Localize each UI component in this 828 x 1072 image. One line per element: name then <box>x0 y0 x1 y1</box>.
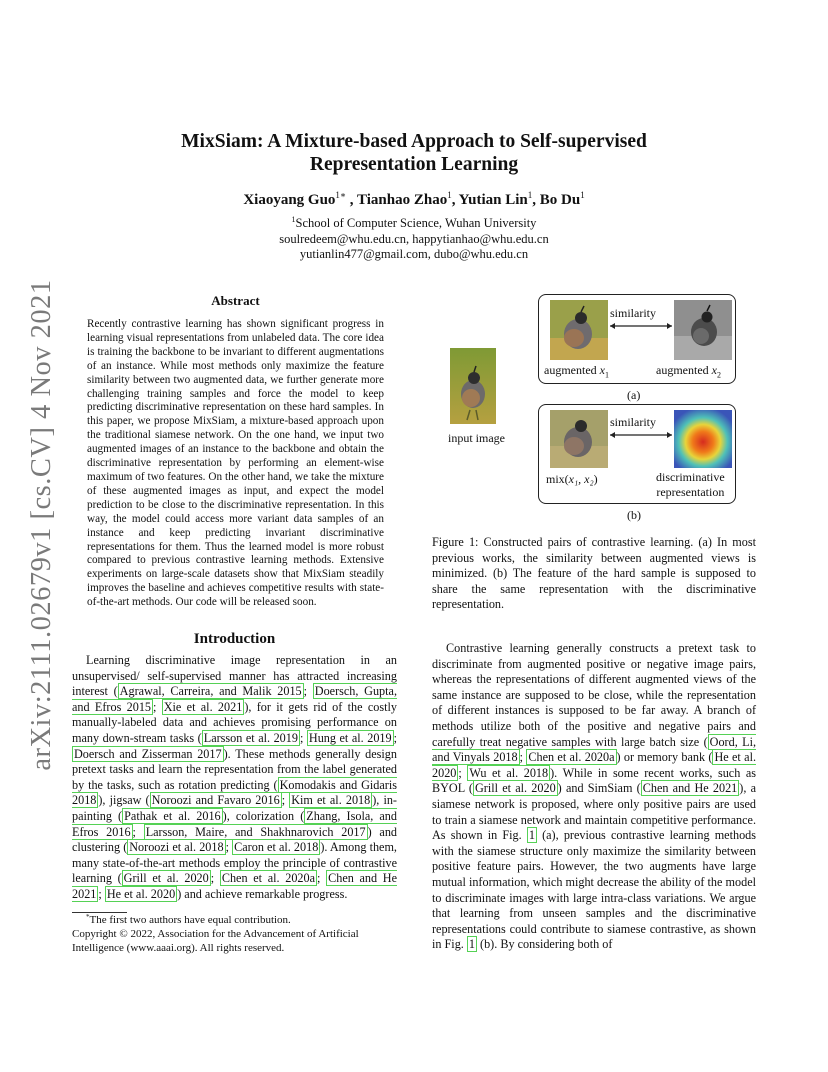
paragraph-text: ), a siamese network is proposed, where only positive pairs are used to train a siamese network and maintain competitive performance. As shown in Fig. <box>432 781 756 843</box>
paragraph-text: ) and achieve remarkable progress. <box>177 886 348 901</box>
augmented-x2-var: x <box>711 363 717 377</box>
author-name: Xiaoyang Guo <box>243 192 336 208</box>
mix-close: ) <box>593 472 598 486</box>
author-name: Yutian Lin <box>458 192 528 208</box>
arxiv-identifier: arXiv:2111.02679v1 [cs.CV] 4 Nov 2021 <box>26 279 57 771</box>
emails-line-2: yutianlin477@gmail.com, dubo@whu.edu.cn <box>299 247 529 261</box>
augmented-x2-text: augmented <box>656 363 712 377</box>
discriminative-representation-label <box>656 470 725 500</box>
augmented-x2-label <box>656 363 721 379</box>
emails-line-1: soulredeem@whu.edu.cn, happytianhao@whu.edu.cn <box>279 231 549 246</box>
augmented-x1-sub: 1 <box>604 370 609 380</box>
similarity-label-b: similarity <box>610 415 656 429</box>
paragraph-text: ; <box>519 750 527 765</box>
similarity-label-a: similarity <box>610 306 656 320</box>
affiliation-text: School of Computer Science, Wuhan University <box>295 216 537 230</box>
citation-link[interactable]: Oord, Li, and Vinyals 2018 <box>432 734 756 765</box>
footnote <box>86 913 406 926</box>
affiliation-block <box>0 212 828 263</box>
augmented-x1-label <box>544 363 609 379</box>
title-line-2: Representation Learning <box>309 154 519 175</box>
paragraph-text: ) and SimSiam ( <box>557 781 641 796</box>
input-image-label: input image <box>448 431 505 445</box>
citation-link[interactable]: Hung et al. 2019 <box>308 730 392 745</box>
discriminative-heatmap <box>674 410 732 468</box>
author-sup: 1∗ <box>335 190 347 200</box>
citation-link[interactable]: Larsson et al. 2019 <box>203 730 298 745</box>
paragraph-text: ; <box>225 840 233 855</box>
author-sup: 1 <box>580 190 585 200</box>
citation-link[interactable]: Pathak et al. 2016 <box>124 808 221 823</box>
citation-link[interactable]: Agrawal, Carreira, and Malik 2015 <box>119 684 302 699</box>
mix-args: x₁, x₂ <box>568 472 594 486</box>
augmented-x2-sub: 2 <box>716 370 721 380</box>
figure-1 <box>432 288 762 528</box>
citation-link[interactable]: Doersch, Gupta, and Efros 2015 <box>72 684 397 714</box>
citation-link[interactable]: Zhang, Isola, and Efros 2016 <box>72 808 397 839</box>
introduction-heading: Introduction <box>193 631 276 647</box>
citation-link[interactable]: He et al. 2020 <box>432 750 756 780</box>
citation-link[interactable]: Caron et al. 2018 <box>234 840 319 855</box>
copyright-notice <box>72 927 402 955</box>
citation-link[interactable]: Wu et al. 2018 <box>469 765 549 780</box>
figure-caption: Figure 1: Constructed pairs of contrastive learning. (a) In most previous works, the similarity between augmented views is minimized. (b) The feature of the hard sample is supposed to share the same representation with the discriminative representation. <box>432 535 756 612</box>
paragraph-text: ; <box>393 730 398 745</box>
mix-open: mix( <box>546 472 569 486</box>
augmented-image-2 <box>674 300 732 360</box>
paragraph-text: ; <box>98 886 105 901</box>
citation-link[interactable]: He et al. 2020 <box>106 886 176 901</box>
affiliation <box>0 212 828 232</box>
abstract-heading: Abstract <box>211 293 260 308</box>
paragraph-text: ; <box>132 824 144 839</box>
disc-line-1: discriminative <box>656 470 725 484</box>
augmented-x1-text: augmented <box>544 363 600 377</box>
paragraph-text: Contrastive learning generally constructs a pretext task to discriminate from augmented positive or negative image pairs, whereas the representations of different augmented views of the same instance are supposed to be close, while the representation of different instances is supposed to be far away. A branch of methods utilize both of the positive and negative pairs and carefully treat negative samples with large batch size ( <box>432 641 756 749</box>
citation-link[interactable]: Noroozi and Favaro 2016 <box>151 793 280 808</box>
paragraph-text: ; <box>210 871 220 886</box>
author-name: Bo Du <box>539 192 581 208</box>
citation-link[interactable]: Chen and He 2021 <box>642 781 738 796</box>
paragraph-text: ), colorization ( <box>222 808 305 823</box>
citation-link[interactable]: Larsson, Maire, and Shakhnarovich 2017 <box>145 824 366 839</box>
similarity-arrow-a <box>608 322 674 330</box>
paragraph-text: ; <box>299 730 307 745</box>
citation-link[interactable]: Komodakis and Gidaris 2018 <box>72 777 397 808</box>
paragraph-text: Learning discriminative image representation in an unsupervised/ self-supervised manner has attracted increasing interest ( <box>72 653 397 699</box>
citation-link[interactable]: Grill et al. 2020 <box>475 781 556 796</box>
disc-line-2: representation <box>656 485 725 499</box>
paragraph-text: ). These methods generally design pretext tasks and learn the representation from the label generated by the tasks, such as rotation predicting ( <box>72 746 397 792</box>
copyright-line-1: Copyright © 2022, Association for the Advancement of Artificial <box>72 928 359 940</box>
similarity-arrow-b <box>608 431 674 439</box>
author-sup: 1 <box>527 190 533 200</box>
panel-a-label: (a) <box>627 388 641 402</box>
paragraph-text: ) or memory bank ( <box>616 750 713 765</box>
affiliation-sup: 1 <box>291 215 296 224</box>
author-name: Tianhao Zhao <box>357 192 448 208</box>
paragraph-text: ; <box>303 684 313 699</box>
augmented-image-1 <box>550 300 608 360</box>
abstract-body: Recently contrastive learning has shown significant progress in learning visual representations from unlabeled data. The core idea is training the backbone to be invariant to different augmentations of an instance. While most methods only maximize the feature similarity between two augmented data, we further generate more challenging training samples and force the model to keep predicting discriminative representation on these hard samples. In this paper, we propose MixSiam, a mixture-based approach upon the traditional siamese network. On the one hand, we input two augmented images of an instance to the backbone and obtain the discriminative representation by performing an element-wise maximum of two features. On the other hand, we take the mixture of these augmented images as input, and expect the model prediction to be close to the discriminative representation. In this way, the model could access more variant data samples of an instance and keep predicting invariant discriminative representations for them. Thus the learned model is more robust compared to previous contrastive learning methods. Extensive experiments on large-scale datasets show that MixSiam steadily improves the baseline and achieves competitive results with state-of-the-art methods. Our code will be released soon. <box>87 318 384 609</box>
arxiv-sidebar <box>22 279 62 771</box>
paragraph-text: ), for it gets rid of the costly manually-labeled data and achieves promising performance on many down-stream tasks ( <box>72 699 397 745</box>
input-image-bird-photo <box>450 348 496 424</box>
citation-link[interactable]: 1 <box>468 937 475 952</box>
citation-link[interactable]: 1 <box>528 828 535 843</box>
citation-link[interactable]: Chen et al. 2020a <box>221 871 316 886</box>
citation-link[interactable]: Noroozi et al. 2018 <box>129 840 224 855</box>
paragraph-text: (a), previous contrastive learning methods with the siamese structure only maximize the similarity between positive feature pairs. However, the two augments have large mutual information, which might decrease the ability of the model to discriminate images with large intra-class variations. We argue that learning from unseen samples and the discriminative representations could contribute to siamese contrastive, as shown in Fig. <box>432 828 756 952</box>
paragraph-text: ), in-painting ( <box>72 793 397 823</box>
citation-link[interactable]: Grill et al. 2020 <box>123 871 209 886</box>
citation-link[interactable]: Kim et al. 2018 <box>291 793 371 808</box>
author-sup: 1 <box>447 190 452 200</box>
copyright-line-2: Intelligence (www.aaai.org). All rights reserved. <box>72 942 285 954</box>
citation-link[interactable]: Chen et al. 2020a <box>528 750 615 765</box>
right-column-body <box>432 641 756 953</box>
paragraph-text: ; <box>281 793 290 808</box>
author-list: Xiaoyang Guo$^{1∗}$ , Tianhao Zhao$^1$, Yutian Lin$^1$, Bo Du$^1$ <box>243 190 585 208</box>
footnote-mark: * <box>86 913 90 921</box>
introduction-body <box>72 653 397 903</box>
mixed-image <box>550 410 608 468</box>
title-line-1: MixSiam: A Mixture-based Approach to Self-supervised <box>181 131 647 152</box>
mix-label <box>546 472 598 487</box>
paragraph-text: ; <box>153 699 162 714</box>
augmented-x1-var: x <box>599 363 605 377</box>
panel-b-label: (b) <box>627 508 641 522</box>
paragraph-text: ) and clustering ( <box>72 824 398 855</box>
paragraph-text: ), jigsaw ( <box>98 793 150 808</box>
citation-link[interactable]: Chen and He 2021 <box>72 871 398 901</box>
paragraph-text: ). Among them, many state-of-the-art methods employ the principle of contrastive learning ( <box>72 840 397 886</box>
footnote-text: The first two authors have equal contribution. <box>89 914 291 926</box>
paragraph-text: ). While in some recent works, such as BYOL ( <box>432 765 756 796</box>
paragraph-text: ; <box>458 765 468 780</box>
paper-title <box>0 130 828 176</box>
citation-link[interactable]: Doersch and Zisserman 2017 <box>74 746 222 761</box>
paragraph-text: (b). By considering both of <box>476 937 613 952</box>
paragraph-text: ; <box>317 871 327 886</box>
citation-link[interactable]: Xie et al. 2021 <box>163 699 243 714</box>
